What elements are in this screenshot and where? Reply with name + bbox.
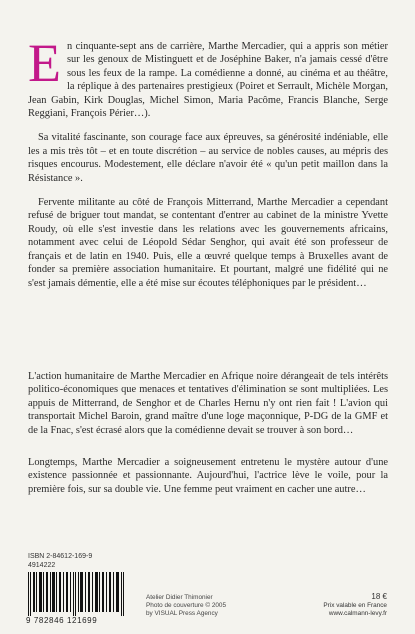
price-block bbox=[323, 592, 387, 618]
paragraph-intro bbox=[28, 33, 388, 120]
photo-credit: Photo de couverture © 2005 bbox=[146, 602, 227, 609]
text-block-lower bbox=[28, 456, 388, 507]
publisher-website: www.calmann-levy.fr bbox=[328, 610, 387, 617]
product-code: 4914222 bbox=[28, 562, 56, 569]
isbn-number: ISBN 2-84612-169-9 bbox=[28, 553, 93, 560]
designer-credit: Atelier Didier Thimonier bbox=[146, 594, 213, 601]
barcode-digits: 9 782846 121699 bbox=[26, 616, 98, 625]
paragraph-vitality: Sa vitalité fascinante, son courage face aux épreuves, sa générosité indéniable, elle les a mis très tôt – et en toute discrétion – au service de nobles causes, au mépris des risques encourus. Modestement, elle déclare n'avoir été « qu'un petit maillon dans la Résistance ». bbox=[28, 132, 388, 184]
isbn-block bbox=[28, 552, 92, 570]
text-block-upper bbox=[28, 33, 388, 301]
text-block-middle bbox=[28, 370, 388, 448]
barcode-image bbox=[26, 572, 126, 616]
price-note: Prix valable en France bbox=[323, 602, 387, 609]
paragraph-intro-text: n cinquante-sept ans de carrière, Marthe Mercadier, qui a appris son métier sur les genoux de Mistinguett et de Joséphine Baker, n'a jamais cessé d'être sous les feux de la rampe. La comédienne a donné, au cinéma et au théâtre, la réplique à des partenaires prestigieux (Poiret et Serrault, Michèle Morgan, Jean Gabin, Kirk Douglas, Michel Simon, Maria Pacôme, Francis Blanche, Serge Reggiani, François Périer…). bbox=[28, 41, 388, 120]
paragraph-humanitarian: L'action humanitaire de Marthe Mercadier en Afrique noire dérangeait de tels intérêts politico-économiques que menaces et tentatives d'élimination se sont multipliées. Les appuis de Mitterrand, de Senghor et de Charles Hernu n'y ont rien fait ! L'avion qui transportait Michel Baroin, grand maître d'une loge maçonnique, P-DG de la GMF et de la Fnac, s'est écrasé alors que la comédienne devait se trouver à son bord… bbox=[28, 371, 388, 436]
drop-cap: E bbox=[28, 33, 61, 93]
paragraph-mystery: Longtemps, Marthe Mercadier a soigneusement entretenu le mystère autour d'une existence passionnée et passionnante. Aujourd'hui, l'actrice lève le voile, pour la première fois, sur sa double vie. Une femme peut vraiment en cacher une autre… bbox=[28, 457, 388, 495]
agency-credit: by VISUAL Press Agency bbox=[146, 610, 218, 617]
price-amount: 18 € bbox=[371, 592, 387, 601]
publisher-credits bbox=[146, 594, 226, 618]
paragraph-militant: Fervente militante au côté de François Mitterrand, Marthe Mercadier a cependant refusé de briguer tout mandat, se contentant d'entrer au cabinet de la ministre Yvette Roudy, où elle s'est investie dans les relations avec les gouvernements africains, notamment avec celui de Léopold Sédar Senghor, qui avait été son professeur de français et de latin en 1940. Puis, elle a œuvré quelque temps à Bruxelles avant de fonder sa première association humanitaire. Et pourtant, malgré une fidélité qui ne s'est jamais démentie, elle a été mise sur écoutes téléphoniques par le président… bbox=[28, 197, 388, 289]
